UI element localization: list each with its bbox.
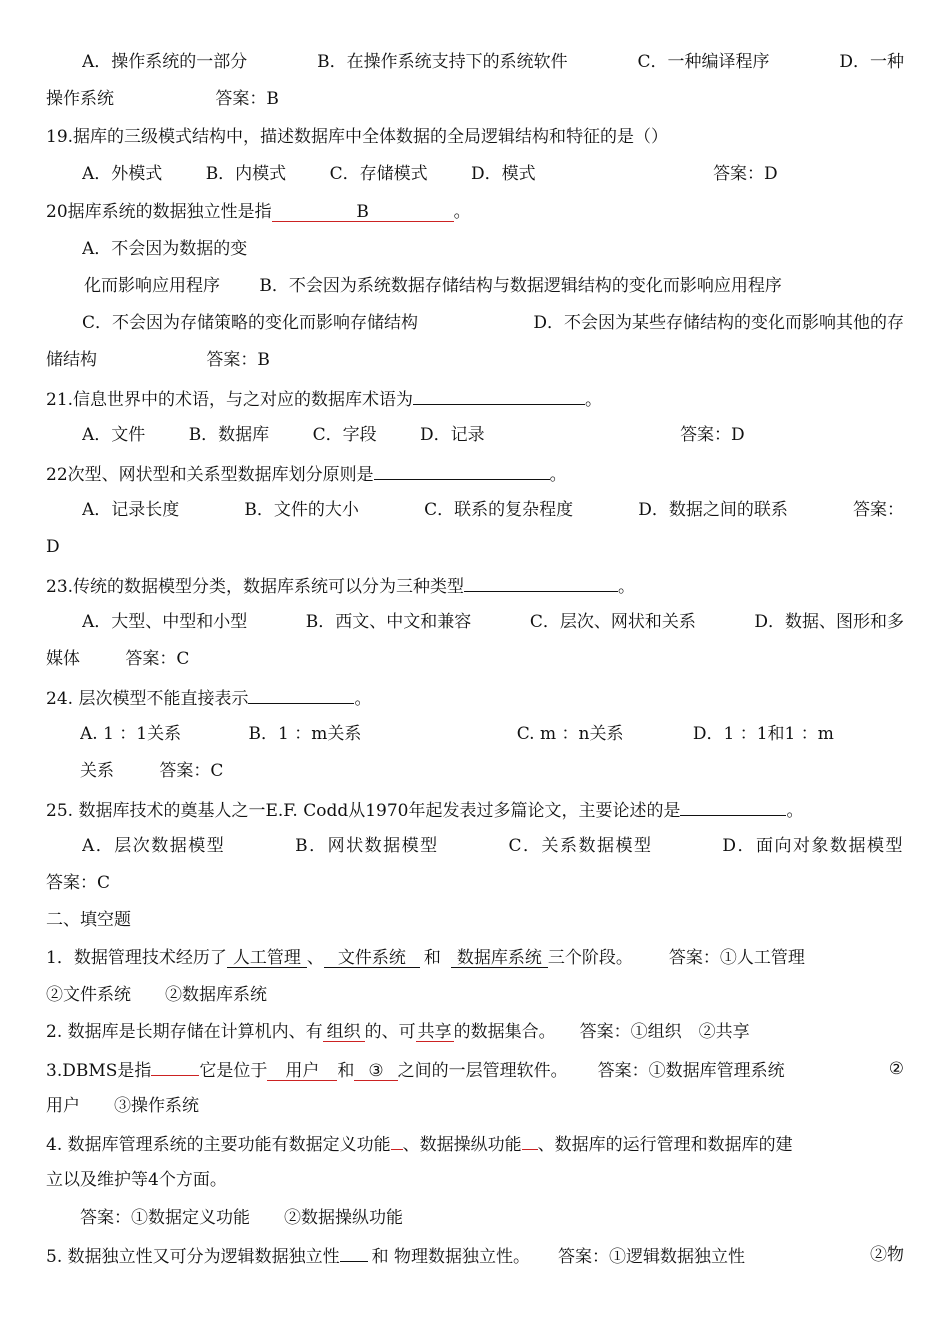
q23-option-a: A．大型、中型和小型: [82, 612, 248, 632]
q20-blank: B: [272, 200, 454, 222]
q20-answer: 答案：B: [206, 350, 270, 370]
f1-blank-1: 人工管理: [227, 946, 307, 968]
q21-options: [82, 420, 904, 450]
f3-text-4: 之间的一层管理软件。: [397, 1061, 568, 1081]
q20-option-b: B．不会因为系统数据存储结构与数据逻辑结构的变化而影响应用程序: [259, 276, 782, 296]
f4-text-3: 、数据库的运行管理和数据库的建: [537, 1135, 793, 1155]
q19-option-b: B．内模式: [205, 164, 287, 184]
q20-option-a-line1: A．不会因为数据的变: [82, 239, 248, 259]
f4-continuation: 立以及维护等4个方面。: [46, 1170, 227, 1190]
f5-line: [46, 1240, 904, 1270]
f3-blank-3: ③: [354, 1059, 397, 1081]
q19-answer: 答案：D: [713, 164, 778, 184]
f4-blank-2: [522, 1128, 538, 1150]
q22-period: 。: [549, 465, 567, 485]
f4-blank-1: [391, 1128, 403, 1150]
q22-option-d: D．数据之间的联系: [638, 500, 788, 520]
q24-blank: [248, 682, 354, 704]
q21-option-c: C．字段: [312, 425, 377, 445]
q23-option-b: B．西文、中文和兼容: [305, 612, 472, 632]
f4-answer: 答案：①数据定义功能 ②数据操纵功能: [80, 1208, 403, 1228]
q21-stem-line: [46, 383, 904, 413]
q24-stem: 24. 层次模型不能直接表示: [46, 689, 249, 709]
f2-answer: 答案：①组织 ②共享: [579, 1022, 750, 1042]
f2-line: [46, 1017, 904, 1047]
q21-answer: 答案：D: [680, 425, 745, 445]
q20-stem-line: [46, 197, 904, 227]
q25-stem-line: [46, 794, 904, 824]
q23-stem-line: [46, 570, 904, 600]
q24-option-d: D．1 ：1和1 ：m: [692, 724, 834, 744]
q19-option-a: A．外模式: [82, 164, 163, 184]
q25-option-a: A．层次数据模型: [82, 836, 226, 856]
f3-text-1: 3.DBMS是指: [46, 1061, 152, 1081]
f3-answer: 答案：①数据库管理系统: [597, 1061, 785, 1081]
f1-text-1: 1．数据管理技术经历了: [46, 948, 227, 968]
f2-text-1: 2. 数据库是长期存储在计算机内、有: [46, 1022, 323, 1042]
q18-option-b: B．在操作系统支持下的系统软件: [317, 52, 568, 72]
f4-line: [46, 1128, 904, 1158]
q18-option-d: D．一种: [839, 52, 904, 72]
f1-line: [46, 943, 904, 973]
q20-period: 。: [453, 202, 471, 222]
q25-option-b: B．网状数据模型: [295, 836, 439, 856]
f1-blank-2: 文件系统: [324, 946, 420, 968]
q24-continuation: [80, 756, 904, 786]
f2-text-2: 的、可: [364, 1022, 416, 1042]
f3-line: [46, 1054, 904, 1084]
f1-answer-cont: ②文件系统 ②数据库系统: [46, 985, 267, 1005]
q22-options: [82, 495, 904, 525]
q21-period: 。: [585, 390, 603, 410]
f3-answer-cont: 用户 ③操作系统: [46, 1096, 199, 1116]
q23-options: [82, 607, 904, 637]
f1-text-4: 三个阶段。: [547, 948, 633, 968]
q20-option-d: D．不会因为某些存储结构的变化而影响其他的存: [533, 313, 904, 333]
q22-answer-value: D: [46, 537, 60, 557]
q20-options-line2: [84, 271, 904, 301]
f3-blank-1: [151, 1054, 199, 1076]
q18-options: [82, 47, 904, 77]
q24-option-b: B．1 ：m关系: [248, 724, 362, 744]
q21-option-d: D．记录: [420, 425, 485, 445]
q20-options-line3: [82, 308, 904, 338]
f2-text-3: 的数据集合。: [453, 1022, 556, 1042]
q22-stem: 22次型、网状型和关系型数据库划分原则是: [46, 465, 374, 485]
f5-answer-end: ②物: [870, 1245, 904, 1265]
q25-answer: 答案：C: [46, 873, 111, 893]
f5-answer: 答案：①逻辑数据独立性: [558, 1247, 746, 1267]
q25-stem: 25. 数据库技术的奠基人之一E.F. Codd从1970年起发表过多篇论文，主要论述的是: [46, 801, 681, 821]
q24-answer: 答案：C: [159, 761, 224, 781]
q21-option-b: B．数据库: [188, 425, 270, 445]
q23-option-c: C．层次、网状和关系: [529, 612, 696, 632]
q18-option-d-cont: 操作系统: [46, 89, 114, 109]
q19-stem: 19.据库的三级模式结构中，描述数据库中全体数据的全局逻辑结构和特征的是（）: [46, 127, 669, 147]
q19-options: [82, 159, 904, 189]
q25-options: [82, 831, 904, 861]
f2-blank-1: 组织: [323, 1020, 365, 1042]
q23-stem: 23.传统的数据模型分类，数据库系统可以分为三种类型: [46, 577, 465, 597]
q23-answer: 答案：C: [125, 649, 190, 669]
q24-options: [80, 719, 904, 749]
q21-blank: [413, 383, 585, 405]
f3-answer-end: ②: [888, 1059, 904, 1079]
q21-stem: 21.信息世界中的术语，与之对应的数据库术语为: [46, 390, 414, 410]
q20-option-d-cont: 储结构: [46, 350, 97, 370]
q24-option-c: C. m ：n关系: [516, 724, 624, 744]
q23-option-d-cont: 媒体: [46, 649, 80, 669]
q25-option-d: D．面向对象数据模型: [722, 836, 904, 856]
q20-continuation: [46, 345, 904, 375]
q20-option-c: C．不会因为存储策略的变化而影响存储结构: [82, 313, 419, 333]
q18-option-a: A．操作系统的一部分: [82, 52, 248, 72]
q23-blank: [464, 570, 618, 592]
f3-text-2: 它是位于: [199, 1061, 268, 1081]
section-heading: 二、填空题: [46, 910, 131, 930]
f1-blank-3: 数据库系统: [451, 946, 548, 968]
q24-stem-line: [46, 682, 904, 712]
q19-option-c: C．存储模式: [329, 164, 428, 184]
q25-blank: [680, 794, 786, 816]
f5-text-2: 和 物理数据独立性。: [371, 1247, 531, 1267]
q23-period: 。: [618, 577, 636, 597]
f1-text-3: 和: [423, 948, 441, 968]
q20-option-a-line2: 化而影响应用程序: [84, 276, 220, 296]
q18-option-c: C．一种编译程序: [637, 52, 770, 72]
q18-answer: 答案：B: [215, 89, 279, 109]
q19-option-d: D．模式: [471, 164, 536, 184]
f2-blank-2: 共享: [417, 1022, 452, 1042]
q24-period: 。: [354, 689, 372, 709]
q22-blank: [374, 458, 550, 480]
q24-option-a: A. 1 ：1关系: [80, 724, 182, 744]
q25-option-c: C．关系数据模型: [508, 836, 653, 856]
q22-option-a: A．记录长度: [82, 500, 180, 520]
q18-continuation: [46, 84, 904, 114]
q22-option-b: B．文件的大小: [244, 500, 359, 520]
f1-text-2: 、: [306, 948, 324, 968]
f5-text-1: 5. 数据独立性又可分为逻辑数据独立性: [46, 1247, 340, 1267]
f1-answer: 答案：①人工管理: [668, 948, 805, 968]
q22-answer-label: 答案：: [853, 500, 904, 520]
f3-blank-2: 用户: [267, 1059, 337, 1081]
q22-stem-line: [46, 458, 904, 488]
q21-option-a: A．文件: [82, 425, 146, 445]
f4-text-2: 、数据操纵功能: [402, 1135, 522, 1155]
q23-option-d: D．数据、图形和多: [754, 612, 904, 632]
q23-continuation: [46, 644, 904, 674]
q22-option-c: C．联系的复杂程度: [424, 500, 574, 520]
f5-blank-1: [340, 1240, 368, 1262]
f3-text-3: 和: [337, 1061, 355, 1081]
q25-period: 。: [786, 801, 804, 821]
q20-stem: 20据库系统的数据独立性是指: [46, 202, 272, 222]
f4-text-1: 4. 数据库管理系统的主要功能有数据定义功能: [46, 1135, 391, 1155]
q24-option-d-cont: 关系: [80, 761, 114, 781]
